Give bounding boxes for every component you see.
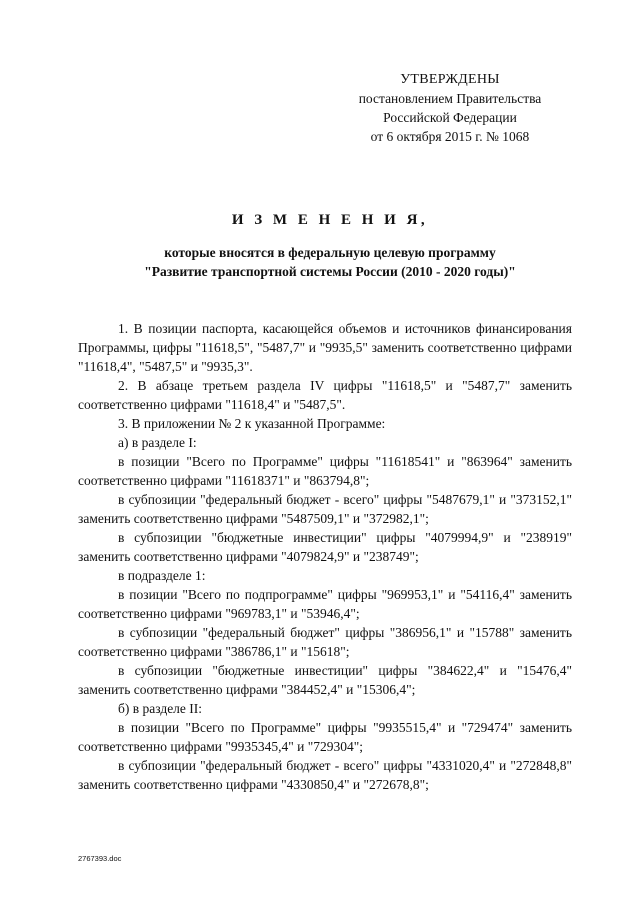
paragraph: 2. В абзаце третьем раздела IV цифры "11618,5" и "5487,7" заменить соответственно цифрами "11618,4" и "5487,5". <box>78 378 572 412</box>
heading-title: И З М Е Н Е Н И Я, <box>231 212 429 228</box>
document-heading <box>60 212 600 281</box>
paragraph: в субпозиции "бюджетные инвестиции" цифры "4079994,9" и "238919" заменить соответственно цифрами "4079824,9" и "238749"; <box>78 530 572 564</box>
paragraph: в субпозиции "федеральный бюджет" цифры "386956,1" и "15788" заменить соответственно цифрами "386786,1" и "15618"; <box>78 625 572 659</box>
paragraph: а) в разделе I: <box>118 435 197 450</box>
paragraph: в позиции "Всего по Программе" цифры "9935515,4" и "729474" заменить соответственно цифрами "9935345,4" и "729304"; <box>78 720 572 754</box>
paragraph: б) в разделе II: <box>118 701 203 716</box>
approval-line-1: постановлением Правительства <box>358 91 542 106</box>
paragraph: в субпозиции "федеральный бюджет - всего" цифры "4331020,4" и "272848,8" заменить соответственно цифрами "4330850,4" и "272678,8"; <box>78 758 572 792</box>
paragraph: в позиции "Всего по Программе" цифры "11618541" и "863964" заменить соответственно цифрами "11618371" и "863794,8"; <box>78 454 572 488</box>
document-body <box>78 319 572 794</box>
document-id-footer: 2767393.doc <box>78 854 122 863</box>
paragraph: 1. В позиции паспорта, касающейся объемов и источников финансирования Программы, цифры "11618,5", "5487,7" и "9935,5" заменить соответственно цифрами "11618,4", "5487,5" и "9935,3". <box>78 321 572 374</box>
approval-line-3: от 6 октября 2015 г. № 1068 <box>370 129 530 144</box>
paragraph: в позиции "Всего по подпрограмме" цифры "969953,1" и "54116,4" заменить соответственно цифрами "969783,1" и "53946,4"; <box>78 587 572 621</box>
paragraph: в субпозиции "федеральный бюджет - всего" цифры "5487679,1" и "373152,1" заменить соответственно цифрами "5487509,1" и "372982,1"; <box>78 492 572 526</box>
heading-line-1: которые вносятся в федеральную целевую программу <box>164 245 496 260</box>
paragraph: в подразделе 1: <box>118 568 206 583</box>
paragraph: 3. В приложении № 2 к указанной Программе: <box>118 416 386 431</box>
approval-title: УТВЕРЖДЕНЫ <box>400 72 500 87</box>
paragraph: в субпозиции "бюджетные инвестиции" цифры "384622,4" и "15476,4" заменить соответственно цифрами "384452,4" и "15306,4"; <box>78 663 572 697</box>
heading-line-2: "Развитие транспортной системы России (2010 - 2020 годы)" <box>144 264 516 279</box>
approval-line-2: Российской Федерации <box>383 110 517 125</box>
approval-block <box>330 70 570 146</box>
